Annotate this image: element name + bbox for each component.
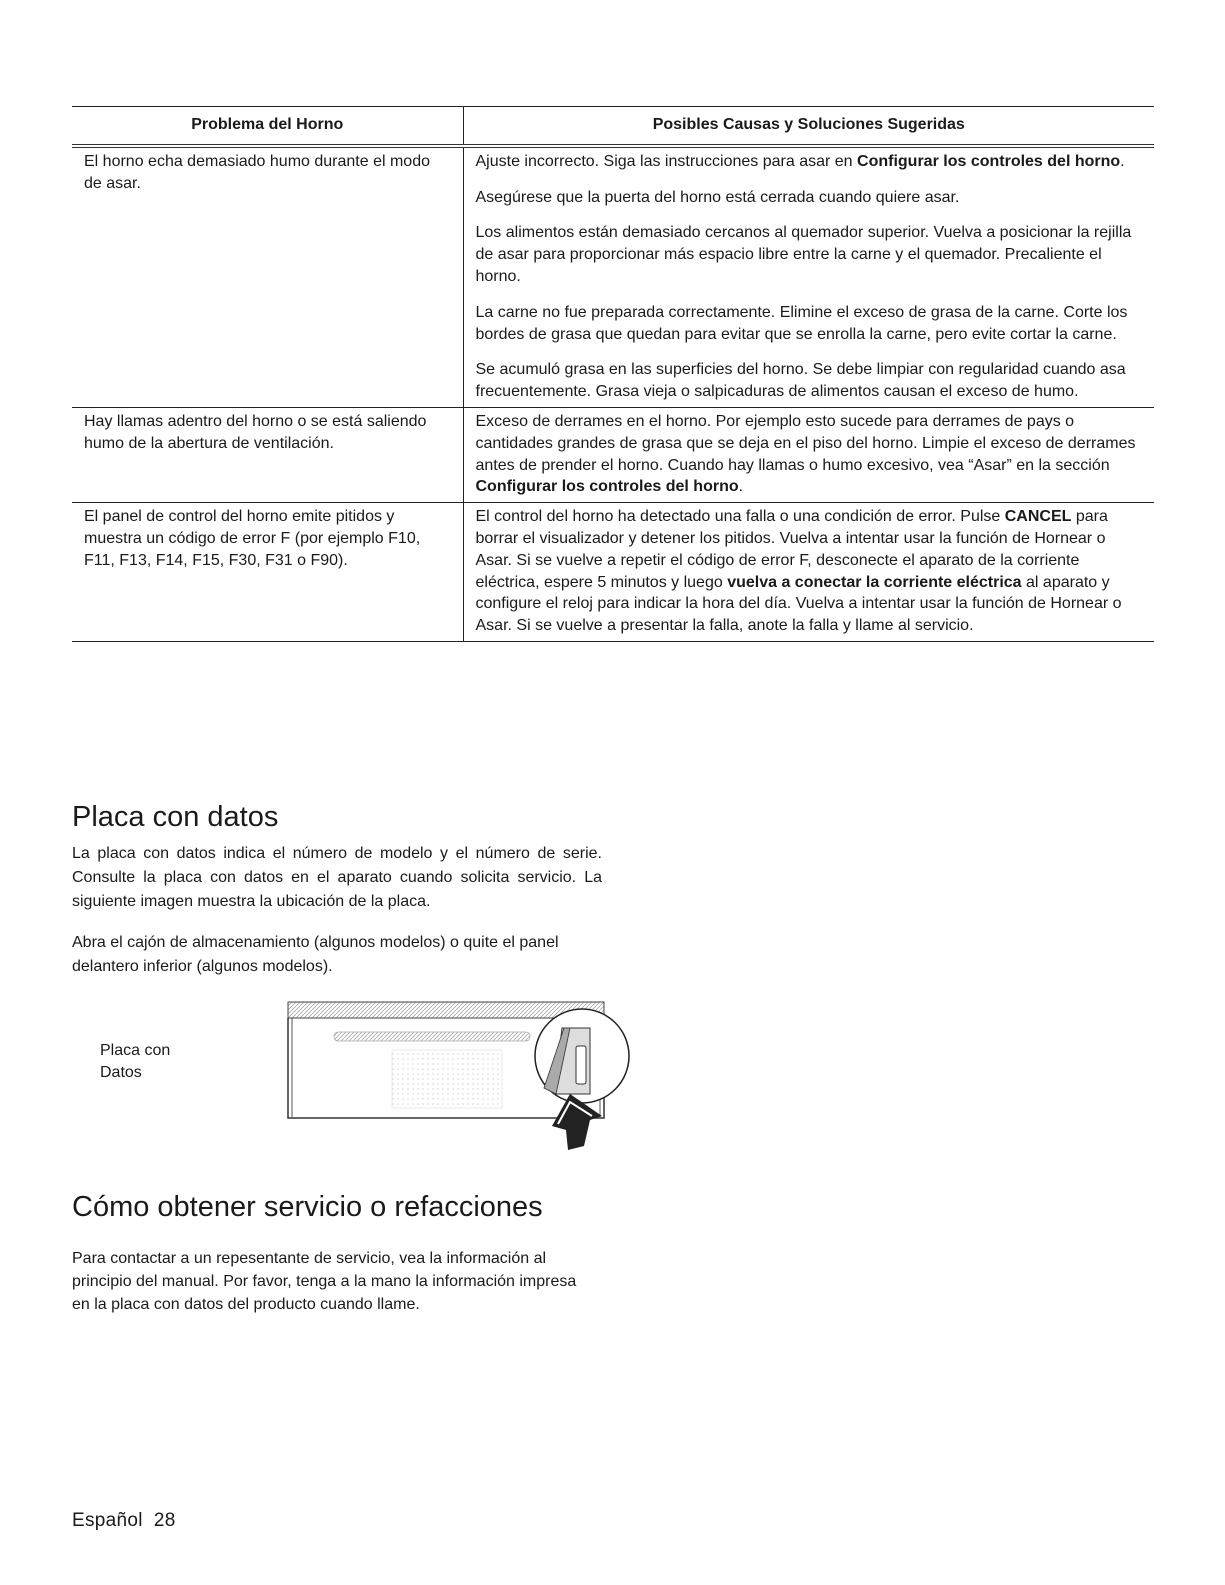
solution-paragraph: Asegúrese que la puerta del horno está cerrada cuando quiere asar.: [475, 188, 960, 206]
solution-bold-ref: Configurar los controles del horno: [475, 478, 739, 496]
solution-text: al aparato y configure el reloj para indicar la hora del día. Vuelva a intentar usar la función de Hornear o Asar. Si se vuelve a presentar la falla, anote la falla y llame al servicio.: [475, 573, 1122, 635]
solution-text: El control del horno ha detectado una falla o una condición de error. Pulse: [475, 508, 1005, 526]
problem-cell: El horno echa demasiado humo durante el modo de asar.: [72, 146, 463, 408]
oven-drawer-illustration: [212, 998, 642, 1170]
solution-paragraph: [476, 411, 1137, 498]
solution-paragraph: Los alimentos están demasiado cercanos al quemador superior. Vuelva a posicionar la rejilla de asar para proporcionar más espacio libre entre la carne y el quemador. Precaliente el horno.: [475, 224, 1132, 285]
section-paragraph: Para contactar a un repesentante de servicio, vea la información al principio del manual. Por favor, tenga a la mano la información impresa en la placa con datos del producto cuando llame.: [72, 1250, 577, 1313]
table-row: [72, 407, 1154, 502]
solution-bold-ref: vuelva a conectar la corriente eléctrica: [727, 573, 1022, 591]
table-header-row: [72, 107, 1154, 146]
table-row: [72, 146, 1154, 408]
cancel-key-label: CANCEL: [1004, 508, 1072, 526]
solution-text: Exceso de derrames en el horno. Por ejemplo esto sucede para derrames de pays o cantidades grandes de grasa que se deja en el piso del horno. Limpie el exceso de derrames antes de prender el horno. Cuando hay llamas o humo excesivo, vea “Asar” en la sección: [475, 412, 1136, 474]
problem-cell: El panel de control del horno emite pitidos y muestra un código de error F (por ejemplo F10, F11, F13, F14, F15, F30, F31 o F90).: [72, 503, 463, 642]
solution-cell: [463, 407, 1154, 502]
solution-paragraph: Se acumuló grasa en las superficies del horno. Se debe limpiar con regularidad cuando asa frecuentemente. Grasa vieja o salpicaduras de alimentos causan el exceso de humo.: [475, 361, 1126, 401]
solution-paragraph: [476, 151, 1137, 173]
solution-cell: [463, 503, 1154, 642]
solution-text: para borrar el visualizador y detener los pitidos. Vuelva a intentar usar la función de Hornear o Asar. Si se vuelve a repetir el código de error F, desconecte el aparato de la corriente eléctrica, espere 5 minutos y luego: [475, 508, 1108, 591]
solution-bold-ref: Configurar los controles del horno: [857, 152, 1121, 170]
solution-text: Ajuste incorrecto. Siga las instrucciones para asar en: [475, 152, 858, 170]
page-footer: Español 28: [72, 1510, 176, 1531]
solution-paragraph: La carne no fue preparada correctamente. Elimine el exceso de grasa de la carne. Corte los bordes de grasa que quedan para evitar que se enrolla la carne, pero evite cortar la carne.: [475, 303, 1128, 343]
header-solutions: Posibles Causas y Soluciones Sugeridas: [463, 107, 1154, 146]
solution-text: .: [738, 478, 744, 496]
solution-text: .: [1120, 152, 1125, 170]
section-paragraph: La placa con datos indica el número de modelo y el número de serie. Consulte la placa con datos en el aparato cuando solicita servicio. La siguiente imagen muestra la ubicación de la placa.: [72, 845, 602, 910]
section-title-service: Cómo obtener servicio o refacciones: [72, 1191, 543, 1223]
section-title-rating-plate: Placa con datos: [72, 801, 279, 833]
section-paragraph: Abra el cajón de almacenamiento (algunos modelos) o quite el panel delantero inferior (algunos modelos).: [72, 934, 559, 975]
solution-cell: [463, 146, 1154, 408]
arrow-up-icon: [552, 1094, 602, 1150]
problem-cell: Hay llamas adentro del horno o se está saliendo humo de la abertura de ventilación.: [72, 407, 463, 502]
troubleshooting-table: [72, 106, 1154, 642]
oven-drawer-figure: [212, 998, 642, 1175]
figure-label: Placa con Datos: [100, 1042, 171, 1081]
header-problem: Problema del Horno: [72, 107, 463, 146]
solution-paragraph: [476, 506, 1137, 637]
table-row: [72, 503, 1154, 642]
